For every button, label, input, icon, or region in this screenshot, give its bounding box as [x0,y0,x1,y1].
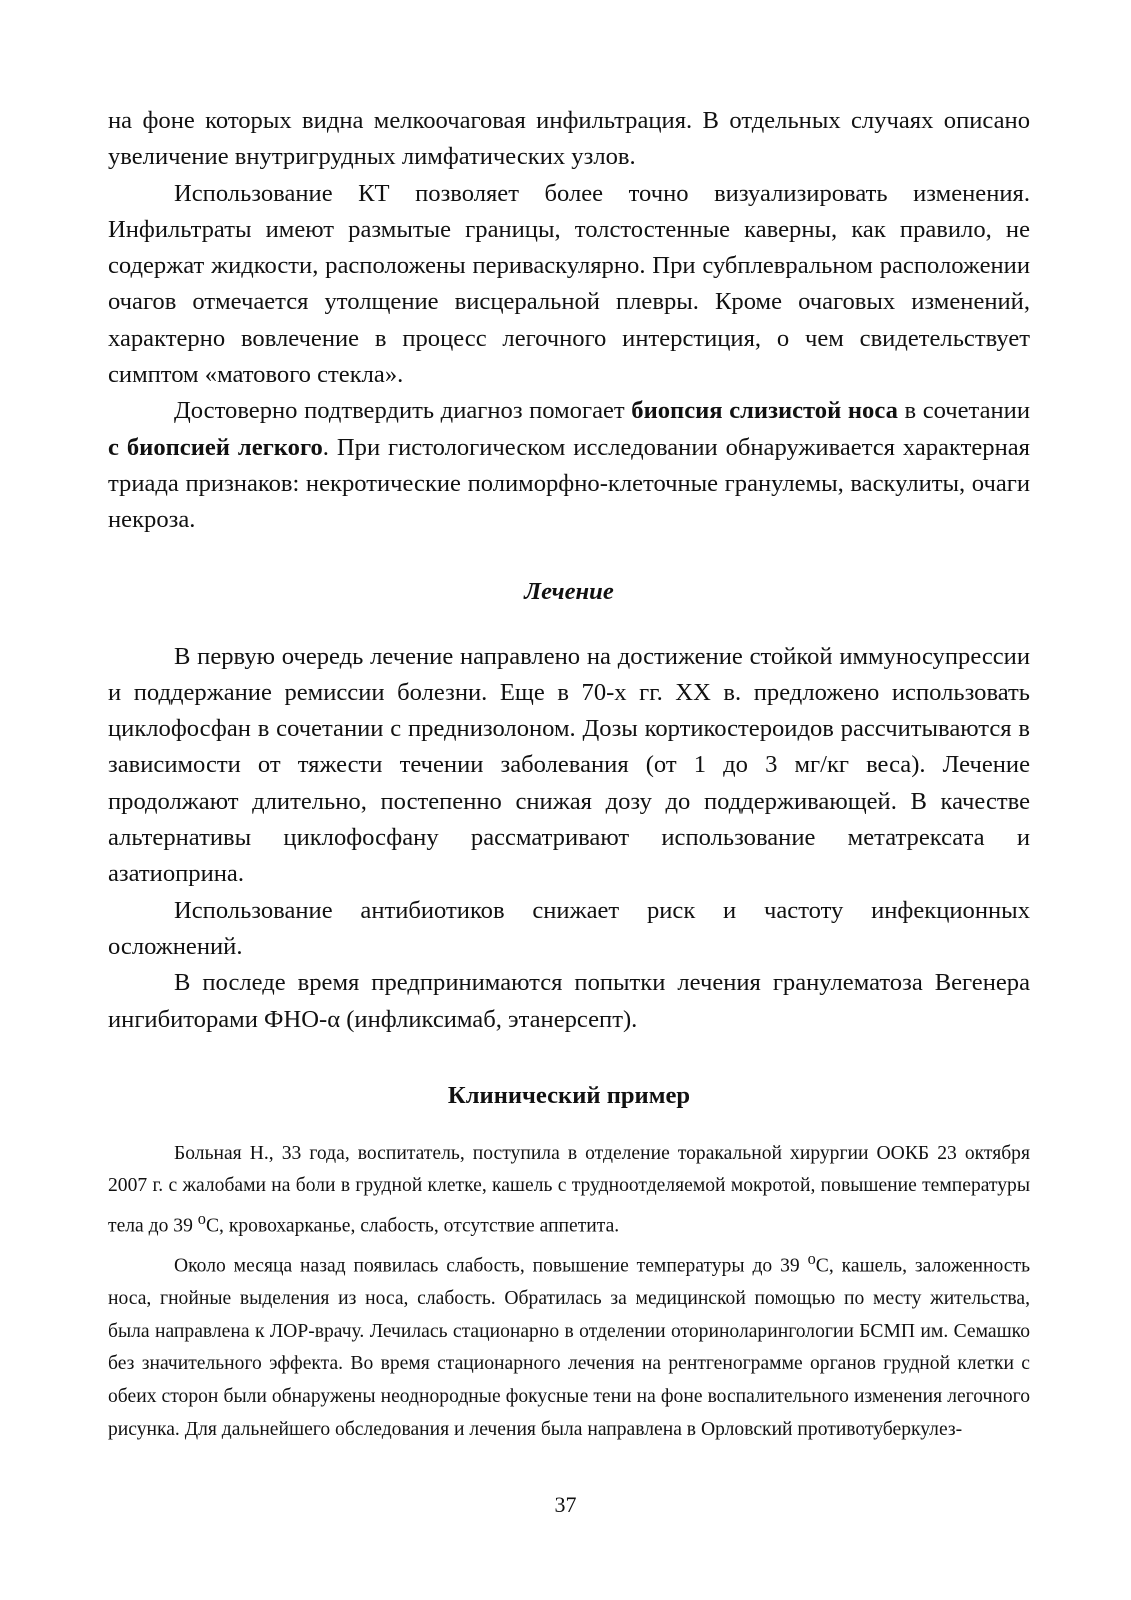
page-number: 37 [554,1492,577,1517]
paragraph-tnf: В последе время предпринимаются попытки лечения гранулематоза Вегенера ингибиторами ФНО-α (инфликсимаб, этанерсепт). [108,969,1030,1033]
page-content [108,103,1030,1446]
degree-symbol: о [197,1209,206,1229]
biopsy-bold-lung: с биопсией легкого [108,433,323,461]
biopsy-bold-nose: биопсия слизистой носа [631,397,898,425]
degree-symbol: о [807,1249,816,1269]
biopsy-text-2: в сочетании [897,397,1031,425]
paragraph-treatment-main: В первую очередь лечение направлено на достижение стойкой иммуносупрессии и поддержание ремиссии болезни. Еще в 70-х гг. XX в. предложено использовать циклофосфан в сочетании с преднизолоном. Дозы кортикостероидов рассчитываются в зависимости от тяжести течении заболевания (от 1 до 3 мг/кг веса). Лечение продолжают длительно, постепенно снижая дозу до поддерживающей. В качестве альтернативы циклофосфану рассматривают использование метатрексата и азатиоприна. [108,642,1030,888]
history-text-2: С, кашель, заложенность носа, гнойные выделения из носа, слабость. Обратилась за медицинской помощью по месту жительства, была направлена к ЛОР-врачу. Лечилась стационарно в отделении оториноларингологии БСМП им. Семашко без значительного эффекта. Во время стационарного лечения на рентгенограмме органов грудной клетки с обеих сторон были обнаружены неоднородные фокусные тени на фоне воспалительного изменения легочного рисунка. Для дальнейшего обследования и лечения была направлена в Орловский противотуберкулез- [108,1255,1030,1440]
paragraph-infiltration: на фоне которых видна мелкоочаговая инфильтрация. В отдельных случаях описано увеличение внутригрудных лимфатических узлов. [108,107,1030,171]
admission-text-2: С, кровохарканье, слабость, отсутствие аппетита. [205,1215,620,1237]
biopsy-text-3: . При гистологическом исследовании обнаруживается характерная триада признаков: некротические полиморфно-клеточные гранулемы, васкулиты, очаги некроза. [108,433,1030,534]
paragraph-biopsy [108,393,1030,538]
paragraph-ct: Использование КТ позволяет более точно визуализировать изменения. Инфильтраты имеют размытые границы, толстостенные каверны, как правило, не содержат жидкости, расположены периваскулярно. При субплевральном расположении очагов отмечается утолщение висцеральной плевры. Кроме очаговых изменений, характерно вовлечение в процесс легочного интерстиция, о чем свидетельствует симптом «матового стекла». [108,179,1030,389]
paragraph-antibiotics: Использование антибиотиков снижает риск и частоту инфекционных осложнений. [108,896,1030,960]
section-heading-clinical-example: Клинический пример [447,1081,691,1109]
section-heading-treatment: Лечение [524,577,614,605]
paragraph-patient-history [108,1243,1030,1446]
admission-text-1: Больная Н., 33 года, воспитатель, поступила в отделение торакальной хирургии ООКБ 23 октября 2007 г. с жалобами на боли в грудной клетке, кашель с трудноотделяемой мокротой, повышение температуры тела до 39 [108,1142,1030,1237]
biopsy-text-1: Достоверно подтвердить диагноз помогает [174,397,632,425]
history-text-1: Около месяца назад появилась слабость, повышение температуры до 39 [174,1255,808,1277]
paragraph-patient-admission [108,1138,1030,1243]
